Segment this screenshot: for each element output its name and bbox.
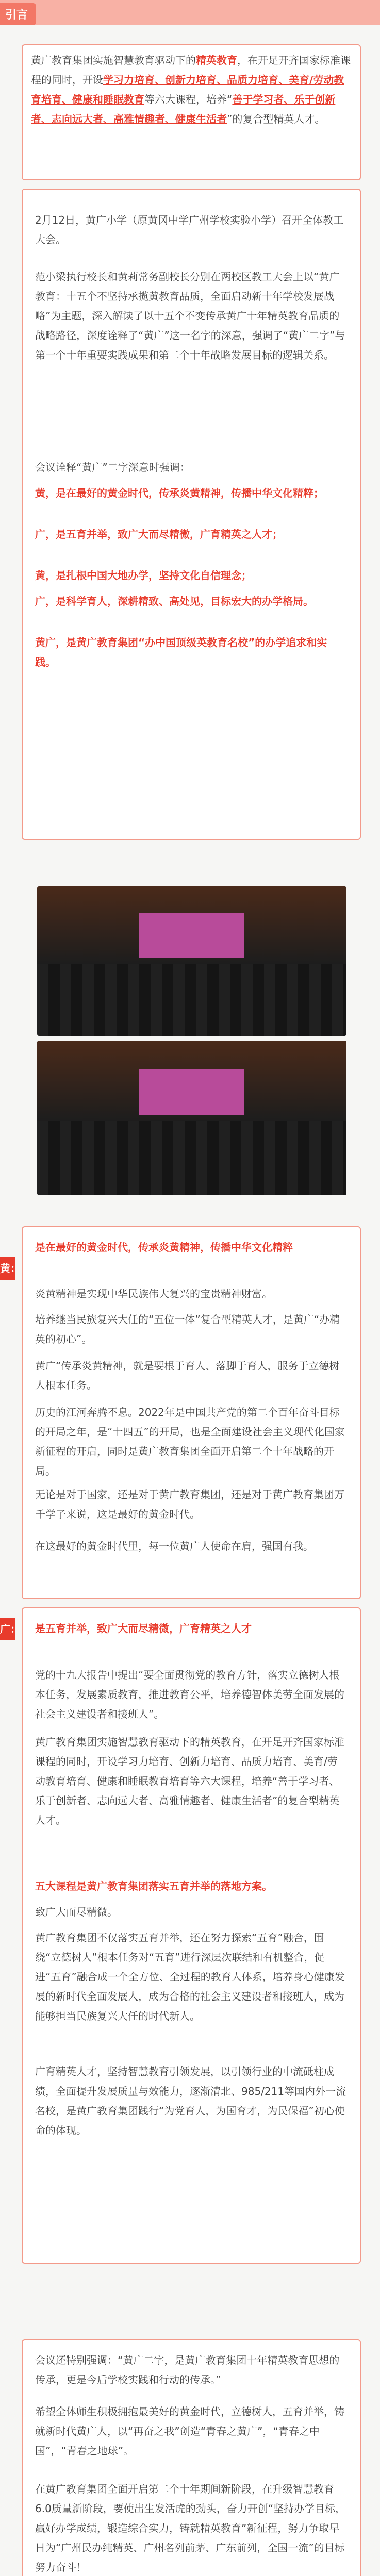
intro-card [22, 44, 361, 180]
section4-p2: 希望全体师生积极拥抱最美好的黄金时代，立德树人，五育并举，铸就新时代黄广人，以“再奋之我”创造“青春之黄广”，“青春之中国”，“青春之地球”。 [35, 2405, 344, 2457]
section1-l5: 黄广，是黄广教育集团“办中国顶级英教育名校”的办学追求和实践。 [35, 636, 327, 668]
section2-p5: 无论是对于国家，还是对于黄广教育集团，还是对于黄广教育集团万千学子来说，这是最好的黄金时代。 [35, 1488, 344, 1520]
photo-audience [37, 1121, 346, 1195]
section1-p3: 会议诠释“黄广”二字深意时强调： [35, 461, 190, 473]
section3-p4: 致广大而尽精微。 [35, 1906, 118, 1918]
section2-p1: 炎黄精神是实现中华民族伟大复兴的宝贵精神财富。 [35, 1287, 272, 1300]
section2-p4: 历史的江河奔腾不息。2022年是中国共产党的第二个百年奋斗目标的开局之年，是“十四五”的开局，也是全面建设社会主义现代化国家新征程的开启，同时是黄广教育集团全面开启第二个十年战略的开局。 [35, 1406, 345, 1477]
section2-p3: 黄广“传承炎黄精神，就是要根于育人、落脚于育人，服务于立德树人根本任务。 [35, 1360, 340, 1392]
photo-projector-screen [139, 913, 244, 958]
meeting-photo-1 [37, 886, 346, 1036]
section-3 [22, 1607, 361, 2264]
section2-p2: 培养继当民族复兴大任的“五位一体”复合型精英人才，是黄广“办精英的初心”。 [35, 1313, 340, 1345]
section3-p6: 广育精英人才，坚持智慧教育引领发展，以引领行业的中流砥柱成绩，全面提升发展质量与效能力，逐渐清北、985/211等国内外一流名校，是黄广教育集团践行“为党育人，为国育才，为民保福”初心使命的体现。 [35, 2065, 346, 2137]
section3-side-tab: 广： [0, 1618, 15, 1640]
section2-p6: 在这最好的黄金时代里，每一位黄广人使命在肩，强国有我。 [35, 1540, 313, 1552]
section1-p1: 2月12日，黄广小学（原黄冈中学广州学校实验小学）召开全体教工大会。 [35, 214, 344, 246]
section2-side-tab: 黄： [0, 1257, 15, 1280]
section1-l3: 黄，是扎根中国大地办学，坚持文化自信理念； [35, 569, 252, 582]
section3-p2: 黄广教育集团实施智慧教育驱动下的精英教育，在开足开齐国家标准课程的同时，开设学习力培育、创新力培育、品质力培育、美育/劳动教育培育、健康和睡眠教育培育等六大课程，培养“善于学习者、乐于创新者、志向远大者、高雅情趣者、健康生活者”的复合型精英人才。 [35, 1736, 344, 1826]
section4-p1: 会议还特别强调：“黄广二字，是黄广教育集团十年精英教育思想的传承，更是今后学校实践和行动的传承。” [35, 2354, 340, 2386]
photo-projector-screen [139, 1069, 244, 1115]
intro-text: 黄广教育集团实施智慧教育驱动下的精英教育，在开足开齐国家标准课程的同时，开设学习力培育、创新力培育、品质力培育、美育/劳动教育培育、健康和睡眠教育等六大课程，培养“善于学习者、乐于创新者、志向远大者、高雅情趣者、健康生活者”的复合型精英人才。 [31, 54, 351, 125]
section-4 [22, 2339, 361, 2576]
section1-l1: 黄，是在最好的黄金时代，传承炎黄精神，传播中华文化精粹； [35, 487, 324, 499]
section-2 [22, 1226, 361, 1599]
section3-head: 是五育并举，致广大而尽精微，广育精英之人才 [35, 1622, 252, 1635]
section4-p3: 在黄广教育集团全面开启第二个十年期间新阶段，在升级智慧教育6.0质量新阶段，要使出生发活虎的劲头，奋力开创“坚持办学目标，赢好办学成绩，锻造综合实力，铸就精英教育”新征程，努力争取早日为“广州民办纯精英、广州名列前茅、广东前列，全国一流”的目标努力奋斗！ [35, 2483, 346, 2573]
section3-p5: 黄广教育集团不仅落实五育并举，还在努力探索“五育”融合，围绕“立德树人”根本任务对“五育”进行深层次联结和有机整合，促进“五育”融合成一个全方位、全过程的教育人体系，培养身心健康发展的新时代全面发展人，成为合格的社会主义建设者和接班人，成为能够担当民族复兴大任的时代新人。 [35, 1931, 345, 2022]
section1-l2: 广，是五育并举，致广大而尽精微，广育精英之人才； [35, 528, 283, 540]
meeting-photo-2 [37, 1041, 346, 1195]
section1-l4: 广，是科学育人，深耕精致、高处见，目标宏大的办学格局。 [35, 595, 313, 607]
section-1 [22, 189, 361, 840]
section2-head: 是在最好的黄金时代，传承炎黄精神，传播中华文化精粹 [35, 1241, 293, 1253]
section3-p1: 党的十九大报告中提出“要全面贯彻党的教育方针，落实立德树人根本任务，发展素质教育，推进教育公平，培养德智体美劳全面发展的社会主义建设者和接班人”。 [35, 1669, 344, 1720]
section-tag: 引言 [0, 3, 36, 25]
section3-p3: 五大课程是黄广教育集团落实五育并举的落地方案。 [35, 1880, 272, 1892]
section1-p2: 范小梁执行校长和黄莉常务副校长分别在两校区教工大会上以“黄广教育：十五个不坚持承揽黄教育品质，全面启动新十年学校发展战略”为主题，深入解读了以十五个不变传承黄广十年精英教育品质的战略路径，深度诠释了“黄广”这一名字的深意，强调了“黄广二字”与第一个十年重要实践成果和第二个十年战略发展目标的逻辑关系。 [35, 270, 345, 361]
top-strip [0, 0, 380, 25]
photo-audience [37, 964, 346, 1036]
